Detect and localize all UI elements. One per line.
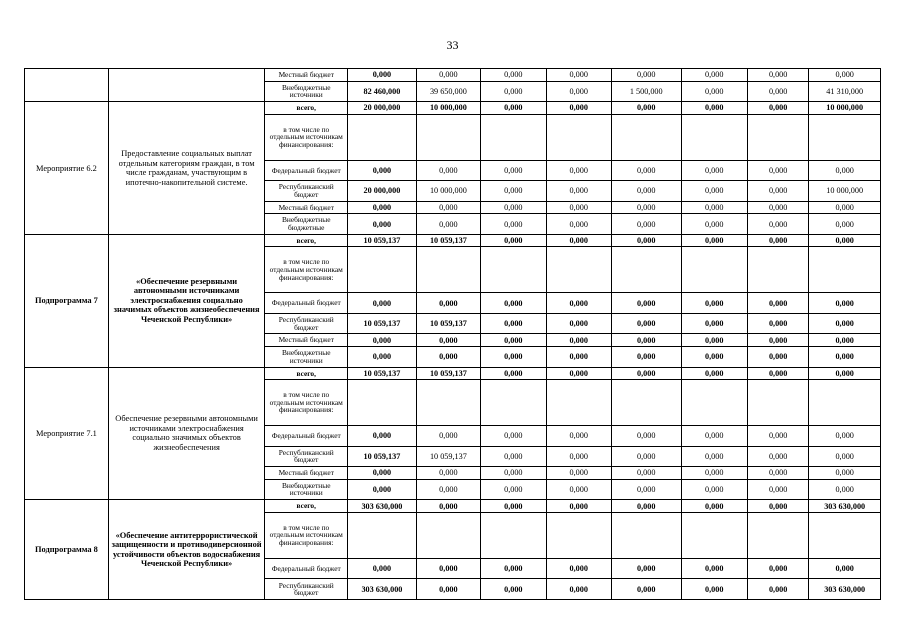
funding-source-cell: Внебюджетные источники [265, 346, 348, 367]
year-value-cell: 0,000 [681, 367, 747, 380]
year-value-cell: 0,000 [481, 160, 546, 181]
year-value-cell: 0,000 [611, 367, 681, 380]
year-value-cell: 0,000 [416, 479, 480, 500]
year-value-cell [416, 114, 480, 160]
year-value-cell: 1 500,000 [611, 81, 681, 102]
year-value-cell: 0,000 [681, 467, 747, 480]
year-value-cell: 0,000 [681, 181, 747, 202]
year-value-cell: 0,000 [747, 69, 808, 82]
year-value-cell: 0,000 [546, 313, 611, 334]
program-description-cell: Предоставление социальных выплат отдельным категориям граждан, в том числе гражданам, участвующим в ипотечно-накопительной системе. [108, 102, 264, 235]
year-value-cell: 0,000 [809, 334, 881, 347]
year-value-cell [747, 380, 808, 426]
year-value-cell: 0,000 [611, 313, 681, 334]
year-value-cell: 0,000 [481, 334, 546, 347]
funding-source-cell: в том числе по отдельным источникам финансирования: [265, 114, 348, 160]
year-value-cell: 10 000,000 [809, 181, 881, 202]
year-value-cell [611, 380, 681, 426]
year-value-cell: 0,000 [747, 160, 808, 181]
year-value-cell: 0,000 [481, 346, 546, 367]
year-value-cell: 0,000 [747, 500, 808, 513]
total-value-cell: 303 630,000 [348, 500, 417, 513]
year-value-cell: 0,000 [546, 346, 611, 367]
program-name-cell: Подпрограмма 7 [25, 234, 109, 367]
year-value-cell: 0,000 [809, 234, 881, 247]
year-value-cell: 0,000 [681, 425, 747, 446]
year-value-cell: 0,000 [546, 425, 611, 446]
year-value-cell: 0,000 [681, 313, 747, 334]
year-value-cell [546, 380, 611, 426]
total-value-cell: 0,000 [348, 334, 417, 347]
year-value-cell: 0,000 [546, 479, 611, 500]
year-value-cell: 0,000 [546, 234, 611, 247]
total-value-cell: 0,000 [348, 214, 417, 235]
total-value-cell: 10 059,137 [348, 367, 417, 380]
table-row [25, 367, 881, 380]
funding-source-cell: в том числе по отдельным источникам финансирования: [265, 512, 348, 558]
total-value-cell: 82 460,000 [348, 81, 417, 102]
year-value-cell: 0,000 [747, 293, 808, 314]
year-value-cell: 0,000 [481, 558, 546, 579]
year-value-cell: 0,000 [747, 446, 808, 467]
funding-source-cell: всего, [265, 102, 348, 115]
year-value-cell: 0,000 [416, 425, 480, 446]
funding-source-cell: Местный бюджет [265, 467, 348, 480]
year-value-cell [481, 247, 546, 293]
total-value-cell [348, 380, 417, 426]
funding-source-cell: Республиканский бюджет [265, 579, 348, 600]
year-value-cell: 0,000 [747, 346, 808, 367]
funding-source-cell: в том числе по отдельным источникам финансирования: [265, 247, 348, 293]
year-value-cell [681, 247, 747, 293]
total-value-cell: 10 059,137 [348, 313, 417, 334]
year-value-cell: 10 000,000 [416, 102, 480, 115]
program-name-cell: Мероприятие 6.2 [25, 102, 109, 235]
year-value-cell: 0,000 [747, 558, 808, 579]
year-value-cell: 0,000 [747, 334, 808, 347]
table-row [25, 69, 881, 82]
year-value-cell: 0,000 [416, 579, 480, 600]
year-value-cell: 0,000 [546, 214, 611, 235]
funding-source-cell: Республиканский бюджет [265, 313, 348, 334]
year-value-cell: 0,000 [481, 102, 546, 115]
funding-source-cell: Внебюджетные источники [265, 479, 348, 500]
year-value-cell: 0,000 [809, 313, 881, 334]
year-value-cell: 0,000 [809, 160, 881, 181]
year-value-cell: 0,000 [747, 467, 808, 480]
table-row [25, 234, 881, 247]
year-value-cell: 0,000 [747, 81, 808, 102]
total-value-cell: 0,000 [348, 293, 417, 314]
year-value-cell: 0,000 [747, 313, 808, 334]
year-value-cell: 39 650,000 [416, 81, 480, 102]
year-value-cell: 0,000 [681, 214, 747, 235]
year-value-cell: 0,000 [611, 160, 681, 181]
funding-source-cell: Федеральный бюджет [265, 558, 348, 579]
year-value-cell: 0,000 [809, 558, 881, 579]
total-value-cell: 0,000 [348, 467, 417, 480]
year-value-cell: 10 000,000 [416, 181, 480, 202]
year-value-cell: 0,000 [681, 346, 747, 367]
year-value-cell: 0,000 [809, 201, 881, 214]
funding-source-cell: Федеральный бюджет [265, 293, 348, 314]
year-value-cell: 0,000 [611, 579, 681, 600]
year-value-cell: 41 310,000 [809, 81, 881, 102]
year-value-cell: 0,000 [747, 214, 808, 235]
page-number: 33 [446, 38, 459, 52]
year-value-cell [747, 512, 808, 558]
year-value-cell: 0,000 [809, 367, 881, 380]
year-value-cell: 0,000 [546, 102, 611, 115]
total-value-cell: 0,000 [348, 425, 417, 446]
year-value-cell: 0,000 [481, 313, 546, 334]
year-value-cell: 0,000 [611, 446, 681, 467]
year-value-cell: 0,000 [611, 201, 681, 214]
year-value-cell: 0,000 [546, 201, 611, 214]
year-value-cell: 0,000 [809, 69, 881, 82]
funding-source-cell: Внебюджетные источники [265, 81, 348, 102]
year-value-cell: 0,000 [611, 214, 681, 235]
program-name-cell: Мероприятие 7.1 [25, 367, 109, 500]
funding-source-cell: Республиканский бюджет [265, 446, 348, 467]
year-value-cell: 0,000 [546, 69, 611, 82]
year-value-cell: 0,000 [809, 425, 881, 446]
year-value-cell: 0,000 [681, 234, 747, 247]
year-value-cell: 0,000 [611, 334, 681, 347]
year-value-cell [681, 512, 747, 558]
year-value-cell [611, 247, 681, 293]
year-value-cell: 0,000 [681, 102, 747, 115]
year-value-cell: 0,000 [481, 367, 546, 380]
year-value-cell: 0,000 [809, 446, 881, 467]
year-value-cell: 10 059,137 [416, 367, 480, 380]
budget-table-body [25, 69, 881, 600]
year-value-cell [611, 512, 681, 558]
year-value-cell: 0,000 [747, 181, 808, 202]
table-row [25, 102, 881, 115]
total-value-cell [348, 247, 417, 293]
year-value-cell: 0,000 [681, 69, 747, 82]
program-description-cell [108, 69, 264, 102]
funding-source-cell: Внебюджетные бюджетные [265, 214, 348, 235]
year-value-cell: 0,000 [681, 81, 747, 102]
year-value-cell: 0,000 [416, 334, 480, 347]
funding-source-cell: всего, [265, 234, 348, 247]
program-name-cell [25, 69, 109, 102]
total-value-cell: 10 059,137 [348, 446, 417, 467]
year-value-cell: 0,000 [416, 293, 480, 314]
year-value-cell: 0,000 [416, 467, 480, 480]
program-description-cell: Обеспечение резервными автономными источниками электроснабжения социально значимых объектов жизнеобеспечения [108, 367, 264, 500]
year-value-cell: 0,000 [546, 293, 611, 314]
total-value-cell: 0,000 [348, 69, 417, 82]
year-value-cell: 0,000 [481, 579, 546, 600]
funding-source-cell: всего, [265, 367, 348, 380]
year-value-cell: 0,000 [481, 214, 546, 235]
total-value-cell: 10 059,137 [348, 234, 417, 247]
year-value-cell: 0,000 [611, 181, 681, 202]
year-value-cell: 0,000 [546, 81, 611, 102]
year-value-cell: 0,000 [416, 346, 480, 367]
year-value-cell: 0,000 [611, 69, 681, 82]
year-value-cell: 0,000 [747, 102, 808, 115]
year-value-cell: 0,000 [416, 160, 480, 181]
year-value-cell: 0,000 [747, 579, 808, 600]
year-value-cell: 10 059,137 [416, 313, 480, 334]
year-value-cell [809, 247, 881, 293]
year-value-cell: 303 630,000 [809, 579, 881, 600]
year-value-cell [747, 114, 808, 160]
year-value-cell: 0,000 [809, 293, 881, 314]
year-value-cell: 0,000 [681, 446, 747, 467]
total-value-cell: 0,000 [348, 479, 417, 500]
year-value-cell: 0,000 [481, 467, 546, 480]
year-value-cell: 0,000 [481, 81, 546, 102]
year-value-cell [416, 247, 480, 293]
program-description-cell: «Обеспечение антитеррористической защищенности и противодиверсионной устойчивости объектов водоснабжения Чеченской Республики» [108, 500, 264, 600]
funding-source-cell: Местный бюджет [265, 334, 348, 347]
total-value-cell: 20 000,000 [348, 102, 417, 115]
year-value-cell: 0,000 [681, 334, 747, 347]
year-value-cell: 0,000 [481, 446, 546, 467]
year-value-cell: 0,000 [481, 293, 546, 314]
year-value-cell: 0,000 [809, 214, 881, 235]
year-value-cell: 0,000 [546, 334, 611, 347]
year-value-cell: 0,000 [481, 425, 546, 446]
year-value-cell: 0,000 [611, 558, 681, 579]
year-value-cell [747, 247, 808, 293]
year-value-cell: 0,000 [481, 500, 546, 513]
year-value-cell [546, 247, 611, 293]
year-value-cell: 0,000 [611, 467, 681, 480]
year-value-cell: 0,000 [809, 467, 881, 480]
total-value-cell: 0,000 [348, 558, 417, 579]
total-value-cell: 303 630,000 [348, 579, 417, 600]
year-value-cell [809, 512, 881, 558]
year-value-cell: 10 059,137 [416, 446, 480, 467]
year-value-cell [481, 512, 546, 558]
year-value-cell: 0,000 [611, 102, 681, 115]
year-value-cell: 0,000 [809, 346, 881, 367]
year-value-cell: 0,000 [546, 558, 611, 579]
year-value-cell [416, 512, 480, 558]
year-value-cell [809, 380, 881, 426]
year-value-cell: 0,000 [747, 234, 808, 247]
funding-source-cell: Федеральный бюджет [265, 160, 348, 181]
total-value-cell: 20 000,000 [348, 181, 417, 202]
table-row [25, 500, 881, 513]
year-value-cell: 0,000 [681, 293, 747, 314]
year-value-cell: 0,000 [546, 181, 611, 202]
funding-source-cell: Республиканский бюджет [265, 181, 348, 202]
total-value-cell: 0,000 [348, 201, 417, 214]
year-value-cell: 0,000 [546, 500, 611, 513]
year-value-cell: 0,000 [747, 367, 808, 380]
year-value-cell: 0,000 [809, 479, 881, 500]
year-value-cell: 0,000 [611, 234, 681, 247]
year-value-cell [681, 380, 747, 426]
year-value-cell: 0,000 [611, 293, 681, 314]
year-value-cell: 0,000 [481, 234, 546, 247]
year-value-cell: 0,000 [416, 558, 480, 579]
year-value-cell: 0,000 [681, 579, 747, 600]
year-value-cell: 0,000 [681, 160, 747, 181]
year-value-cell: 0,000 [416, 500, 480, 513]
year-value-cell: 0,000 [416, 69, 480, 82]
budget-table [24, 68, 881, 600]
year-value-cell: 0,000 [681, 558, 747, 579]
year-value-cell: 0,000 [546, 367, 611, 380]
year-value-cell: 0,000 [681, 500, 747, 513]
total-value-cell: 0,000 [348, 346, 417, 367]
year-value-cell: 0,000 [481, 201, 546, 214]
year-value-cell: 0,000 [611, 346, 681, 367]
funding-source-cell: Местный бюджет [265, 69, 348, 82]
year-value-cell: 0,000 [747, 425, 808, 446]
year-value-cell [481, 114, 546, 160]
year-value-cell [546, 512, 611, 558]
year-value-cell: 0,000 [546, 467, 611, 480]
year-value-cell: 303 630,000 [809, 500, 881, 513]
year-value-cell [681, 114, 747, 160]
year-value-cell: 0,000 [611, 425, 681, 446]
year-value-cell: 0,000 [481, 69, 546, 82]
year-value-cell: 10 059,137 [416, 234, 480, 247]
year-value-cell [611, 114, 681, 160]
funding-source-cell: Федеральный бюджет [265, 425, 348, 446]
year-value-cell: 0,000 [546, 579, 611, 600]
year-value-cell: 0,000 [481, 479, 546, 500]
year-value-cell [481, 380, 546, 426]
year-value-cell: 0,000 [546, 446, 611, 467]
program-description-cell: «Обеспечение резервными автономными источниками электроснабжения социально значимых объектов жизнеобеспечения Чеченской Республики» [108, 234, 264, 367]
total-value-cell [348, 512, 417, 558]
year-value-cell: 0,000 [681, 201, 747, 214]
funding-source-cell: в том числе по отдельным источникам финансирования: [265, 380, 348, 426]
year-value-cell: 0,000 [416, 201, 480, 214]
year-value-cell: 0,000 [747, 201, 808, 214]
year-value-cell: 0,000 [481, 181, 546, 202]
year-value-cell [416, 380, 480, 426]
year-value-cell: 0,000 [416, 214, 480, 235]
year-value-cell: 0,000 [611, 479, 681, 500]
year-value-cell [546, 114, 611, 160]
program-name-cell: Подпрограмма 8 [25, 500, 109, 600]
year-value-cell: 0,000 [546, 160, 611, 181]
funding-source-cell: Местный бюджет [265, 201, 348, 214]
year-value-cell: 10 000,000 [809, 102, 881, 115]
year-value-cell: 0,000 [747, 479, 808, 500]
year-value-cell: 0,000 [681, 479, 747, 500]
year-value-cell [809, 114, 881, 160]
funding-source-cell: всего, [265, 500, 348, 513]
total-value-cell [348, 114, 417, 160]
year-value-cell: 0,000 [611, 500, 681, 513]
total-value-cell: 0,000 [348, 160, 417, 181]
